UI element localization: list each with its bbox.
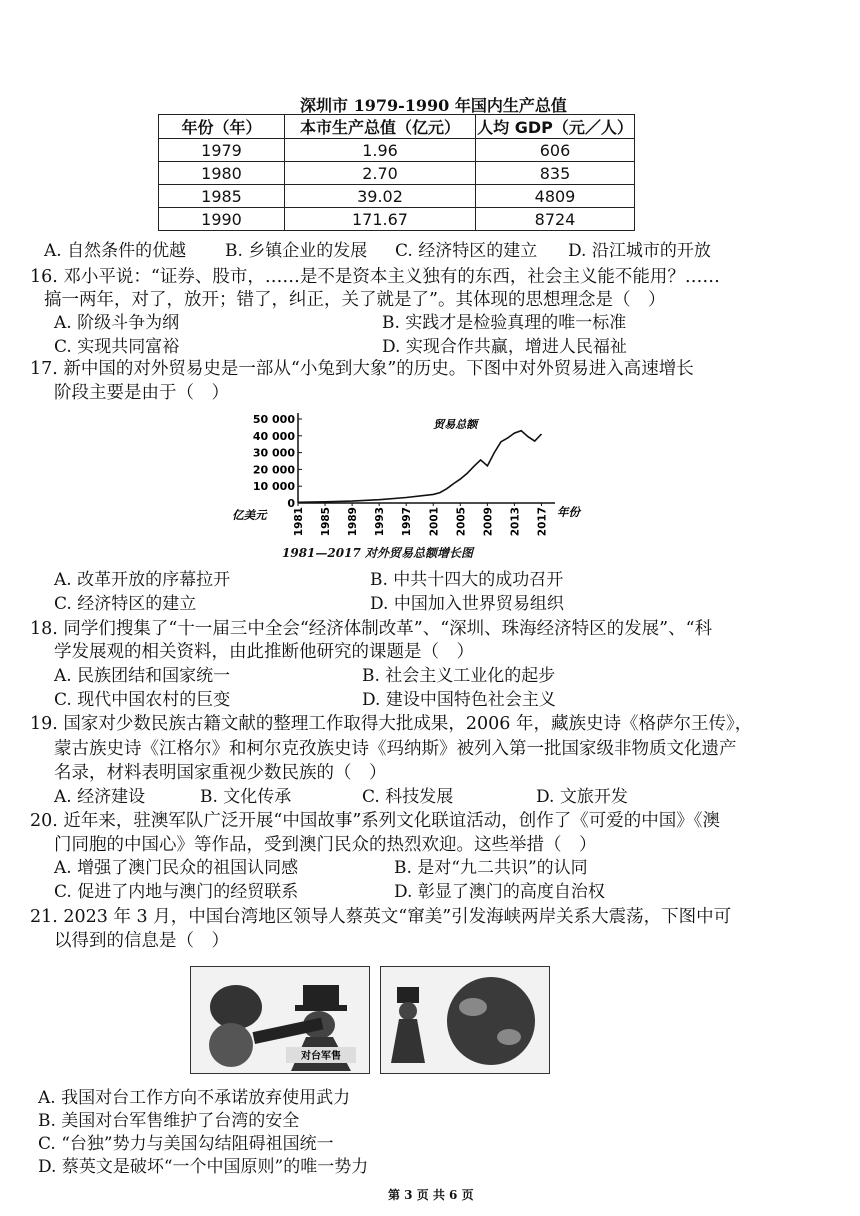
q20-stem-line2: 门同胞的中国心》等作品，受到澳门民众的热烈欢迎。这些举措（ ） [54,835,597,855]
q18-option-b[interactable]: B. 社会主义工业化的起步 [362,666,556,686]
q15-option-b[interactable]: B. 乡镇企业的发展 [225,241,368,261]
table-header: 人均 GDP（元／人） [476,115,635,139]
q18-stem-line2: 学发展观的相关资料，由此推断他研究的课题是（ ） [54,642,474,662]
q18-option-c[interactable]: C. 现代中国农村的巨变 [54,690,231,710]
table-cell: 1985 [159,185,285,208]
x-tick-label: 1985 [320,507,333,537]
q20-option-a[interactable]: A. 增强了澳门民众的祖国认同感 [54,858,299,878]
q21-stem-line1: 21. 2023 年 3 月，中国台湾地区领导人蔡英文“窜美”引发海峡两岸关系大震荡，下图中可 [30,907,732,927]
q16-option-d[interactable]: D. 实现合作共赢，增进人民福祉 [382,337,627,357]
small-figure-head [399,1002,417,1020]
q17-stem-line1: 17. 新中国的对外贸易史是一部从“小兔到大象”的历史。下图中对外贸易进入高速增长 [30,359,694,379]
q15-option-d[interactable]: D. 沿江城市的开放 [568,241,711,261]
y-tick-label: 40 000 [252,429,295,443]
x-axis-label: 年份 [557,505,580,519]
x-tick-label: 1993 [374,507,387,537]
small-top-hat [397,987,419,1003]
q20-stem-line1: 20. 近年来，驻澳军队广泛开展“中国故事”系列文化联谊活动，创作了《可爱的中国》《澳 [30,811,721,831]
q15-option-a[interactable]: A. 自然条件的优越 [44,241,187,261]
small-figure-body [391,1019,425,1063]
x-tick-label: 2017 [536,507,549,537]
gdp-table [158,114,635,231]
table-header-row [159,115,635,139]
q16-option-c[interactable]: C. 实现共同富裕 [54,337,180,357]
q21-option-d[interactable]: D. 蔡英文是破坏“一个中国原则”的唯一势力 [38,1157,369,1177]
q17-option-b[interactable]: B. 中共十四大的成功召开 [370,570,564,590]
trade-line-chart [230,405,590,540]
q19-option-b[interactable]: B. 文化传承 [200,787,292,807]
q20-option-c[interactable]: C. 促进了内地与澳门的经贸联系 [54,882,299,902]
table-cell: 1990 [159,208,285,231]
table-cell: 8724 [476,208,635,231]
highlight-shape [497,1029,521,1045]
series-label: 贸易总额 [433,418,478,432]
x-tick-label: 2001 [428,507,441,537]
hat-brim [295,1005,347,1011]
table-cell: 1979 [159,139,285,162]
y-tick-label: 30 000 [252,446,295,460]
table-header: 年份（年） [159,115,285,139]
q21-stem-line2: 以得到的信息是（ ） [54,931,229,951]
table-row [159,162,635,185]
table-cell: 2.70 [285,162,476,185]
q17-option-c[interactable]: C. 经济特区的建立 [54,594,197,614]
figure-body [209,1023,253,1067]
x-tick-label: 2009 [482,507,495,537]
table-row [159,185,635,208]
table-cell: 835 [476,162,635,185]
x-tick-label: 2013 [509,507,522,537]
q17-stem-line2: 阶段主要是由于（ ） [54,383,229,403]
cartoon-left [190,966,370,1074]
table-cell: 1980 [159,162,285,185]
q16-option-a[interactable]: A. 阶级斗争为纲 [54,313,180,333]
y-tick-label: 0 [287,497,295,510]
q17-option-d[interactable]: D. 中国加入世界贸易组织 [370,594,564,614]
table-row [159,208,635,231]
q21-option-a[interactable]: A. 我国对台工作方向不承诺放弃使用武力 [38,1088,351,1108]
q18-option-d[interactable]: D. 建设中国特色社会主义 [362,690,556,710]
page-footer: 第 3 页 共 6 页 [388,1188,474,1202]
q19-option-a[interactable]: A. 经济建设 [54,787,146,807]
y-tick-label: 10 000 [252,480,295,494]
trade-total-line [298,431,542,503]
q20-option-b[interactable]: B. 是对“九二共识”的认同 [394,858,588,878]
q21-option-c[interactable]: C. “台独”势力与美国勾结阻碍祖国统一 [38,1134,334,1154]
q19-stem-line3: 名录，材料表明国家重视少数民族的（ ） [54,763,387,783]
q19-stem-line1: 19. 国家对少数民族古籍文献的整理工作取得大批成果，2006 年，藏族史诗《格萨尔王传》， [30,714,753,734]
table-header: 本市生产总值（亿元） [285,115,476,139]
top-hat [303,985,339,1007]
q15-option-c[interactable]: C. 经济特区的建立 [395,241,538,261]
highlight-shape [459,998,487,1016]
figure-head [210,985,262,1029]
q21-option-b[interactable]: B. 美国对台军售维护了台湾的安全 [38,1111,300,1131]
cartoon-left-drawing [191,967,369,1073]
cartoon-right-drawing [381,967,549,1073]
cartoon-right [380,966,550,1074]
y-tick-label: 50 000 [252,413,295,426]
table-cell: 39.02 [285,185,476,208]
q18-option-a[interactable]: A. 民族团结和国家统一 [54,666,231,686]
apple-shape [447,977,535,1065]
x-tick-label: 1989 [347,507,360,537]
y-axis-label: 亿美元 [232,508,267,522]
table-cell: 1.96 [285,139,476,162]
table-cell: 4809 [476,185,635,208]
chart-title: 1981—2017 对外贸易总额增长图 [282,546,473,560]
q18-stem-line1: 18. 同学们搜集了“十一届三中全会“经济体制改革”、“深圳、珠海经济特区的发展”、“科 [30,619,713,639]
q19-option-d[interactable]: D. 文旅开发 [536,787,628,807]
table-cell: 171.67 [285,208,476,231]
x-tick-label: 2005 [455,507,468,537]
q16-stem-line2: 搞一两年，对了，放开；错了，纠正，关了就是了”。其体现的思想理念是（ ） [44,290,666,310]
x-tick-label: 1981 [293,507,305,537]
table-caption: 深圳市 1979-1990 年国内生产总值 [300,96,567,115]
table-row [159,139,635,162]
q20-option-d[interactable]: D. 彰显了澳门的高度自治权 [394,882,605,902]
q16-stem-line1: 16. 邓小平说：“证券、股市，……是不是资本主义独有的东西，社会主义能不能用？…… [30,267,720,287]
y-tick-label: 20 000 [252,463,295,477]
q17-option-a[interactable]: A. 改革开放的序幕拉开 [54,570,231,590]
q19-option-c[interactable]: C. 科技发展 [362,787,454,807]
table-cell: 606 [476,139,635,162]
q19-stem-line2: 蒙古族史诗《江格尔》和柯尔克孜族史诗《玛纳斯》被列入第一批国家级非物质文化遗产 [54,739,737,759]
cartoon-label: 对台军售 [301,1051,341,1062]
q16-option-b[interactable]: B. 实践才是检验真理的唯一标准 [382,313,627,333]
x-tick-label: 1997 [401,507,414,537]
